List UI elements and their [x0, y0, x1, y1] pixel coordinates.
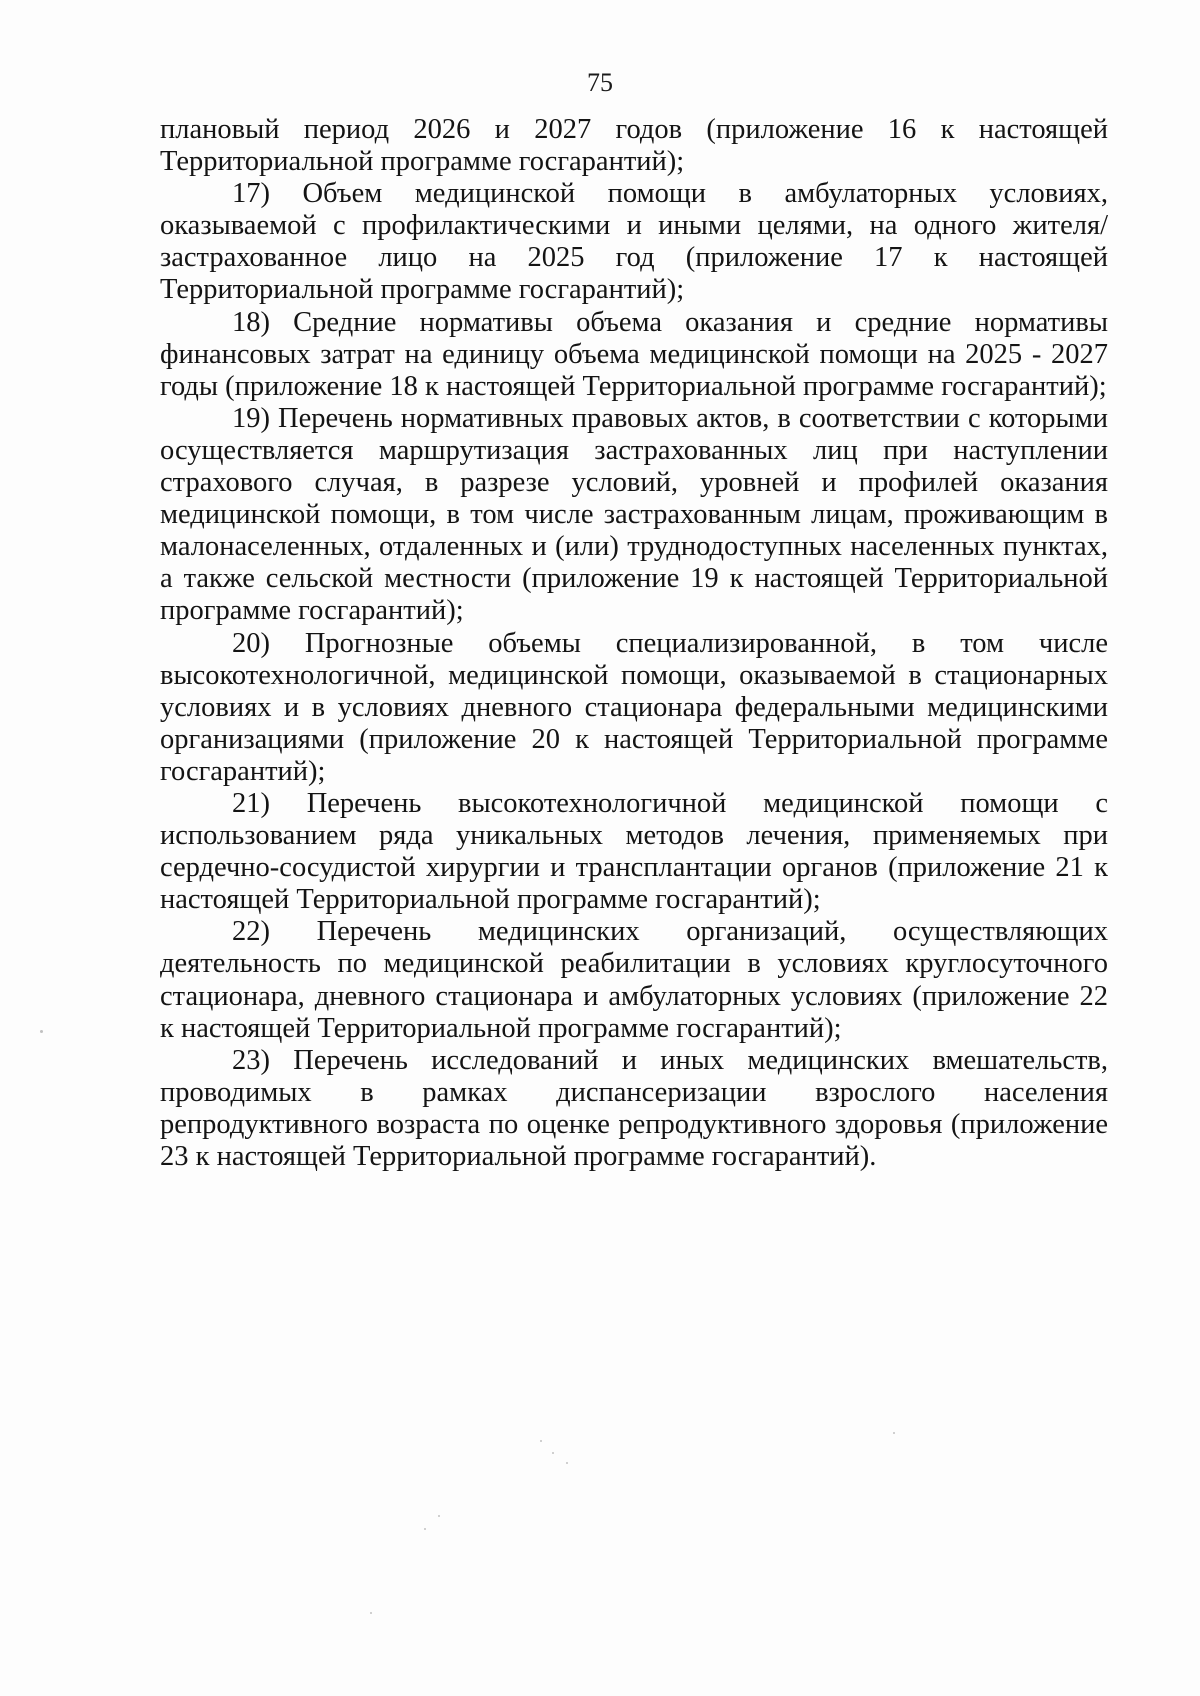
paragraph-item-19: 19) Перечень нормативных правовых актов, в соответствии с которыми осуществляется маршрутизация застрахованных лиц при наступлении страхового случая, в разрезе условий, уровней и профилей оказания медицинской помощи, в том числе застрахованным лицам, проживающим в малонаселенных, отдаленных и (или) труднодоступных населенных пунктах, а также сельской местности (приложение 19 к настоящей Территориальной программе госгарантий);	[160, 402, 1108, 627]
paragraph-item-17: 17) Объем медицинской помощи в амбулаторных условиях, оказываемой с профилактическими и иными целями, на одного жителя/застрахованное лицо на 2025 год (приложение 17 к настоящей Территориальной программе госгарантий);	[160, 178, 1108, 306]
scan-speck	[40, 1030, 43, 1033]
scan-speck	[552, 1452, 554, 1454]
scan-speck	[438, 1515, 440, 1517]
scan-speck	[424, 1528, 426, 1530]
document-body	[160, 114, 1108, 1173]
paragraph-item-21: 21) Перечень высокотехнологичной медицинской помощи с использованием ряда уникальных методов лечения, применяемых при сердечно-сосудистой хирургии и трансплантации органов (приложение 21 к настоящей Территориальной программе госгарантий);	[160, 787, 1108, 916]
paragraph-item-23: 23) Перечень исследований и иных медицинских вмешательств, проводимых в рамках диспансеризации взрослого населения репродуктивного возраста по оценке репродуктивного здоровья (приложение 23 к настоящей Территориальной программе госгарантий).	[160, 1044, 1108, 1172]
paragraph-item-20: 20) Прогнозные объемы специализированной, в том числе высокотехнологичной, медицинской помощи, оказываемой в стационарных условиях и в условиях дневного стационара федеральными медицинскими организациями (приложение 20 к настоящей Территориальной программе госгарантий);	[160, 627, 1108, 787]
scan-speck	[893, 1432, 895, 1434]
page-number: 75	[587, 68, 613, 97]
scan-speck	[566, 1462, 568, 1464]
paragraph-item-22: 22) Перечень медицинских организаций, осуществляющих деятельность по медицинской реабилитации в условиях круглосуточного стационара, дневного стационара и амбулаторных условиях (приложение 22 к настоящей Территориальной программе госгарантий);	[160, 916, 1108, 1044]
paragraph-continuation: плановый период 2026 и 2027 годов (приложение 16 к настоящей Территориальной программе госгарантий);	[160, 114, 1108, 178]
scan-speck	[540, 1440, 542, 1442]
paragraph-item-18: 18) Средние нормативы объема оказания и средние нормативы финансовых затрат на единицу объема медицинской помощи на 2025 - 2027 годы (приложение 18 к настоящей Территориальной программе госгарантий);	[160, 306, 1108, 402]
scan-speck	[370, 1612, 372, 1614]
